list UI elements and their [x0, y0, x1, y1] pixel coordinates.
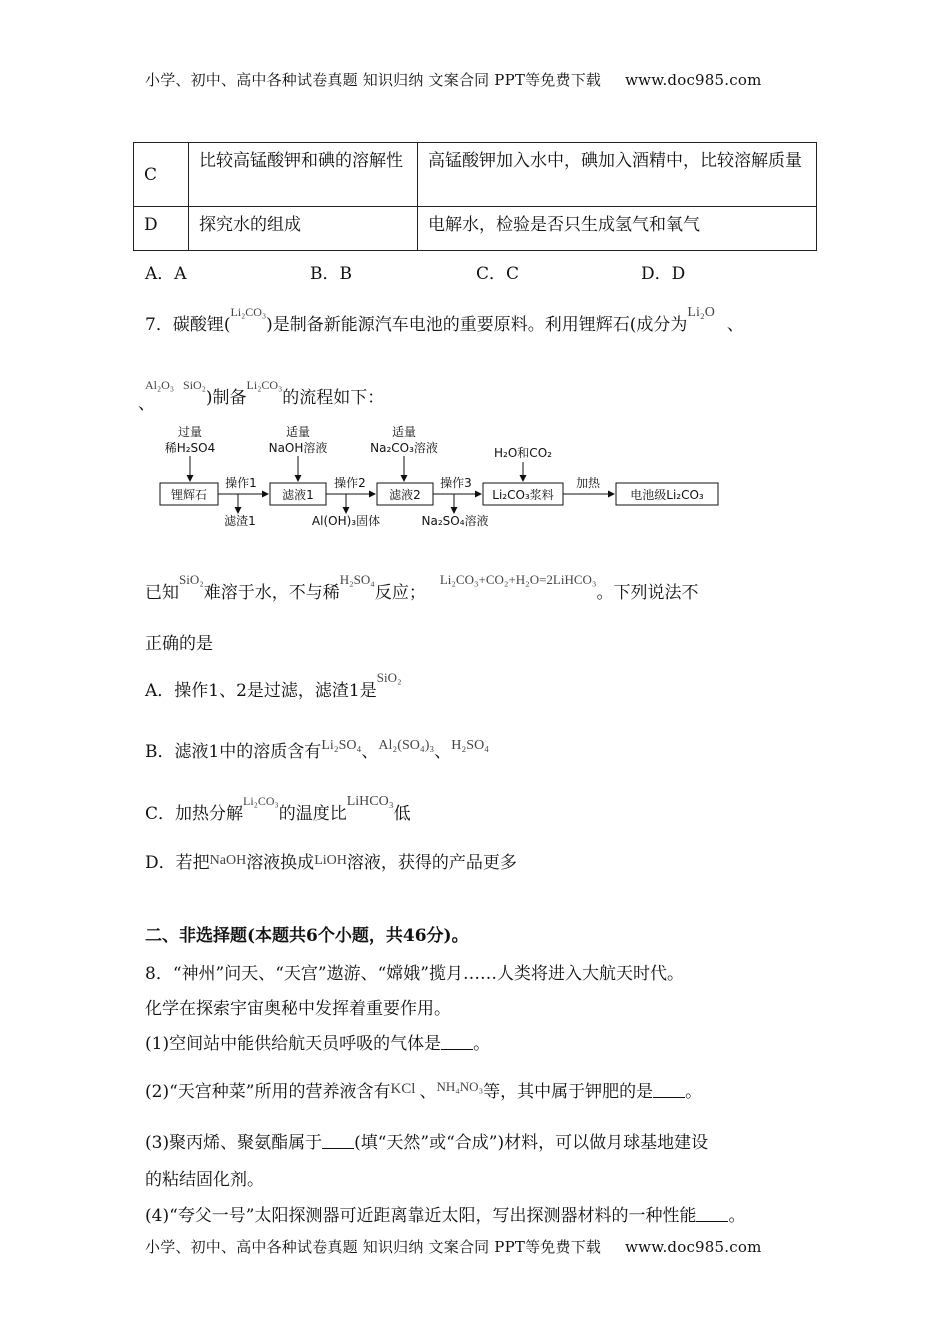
option-text: 的温度比 [278, 804, 347, 824]
q7-stem-line2 [138, 378, 385, 414]
op2-label: 操作2 [334, 476, 366, 490]
process-flowchart [150, 420, 730, 530]
q6-option-a[interactable]: A．A [145, 264, 187, 284]
q8-text: 、 [419, 1082, 437, 1102]
table-row [134, 207, 817, 251]
experiment-table [133, 142, 817, 251]
formula-li2co3: Li₂CO₃ [230, 305, 267, 319]
answer-blank[interactable] [653, 1083, 685, 1098]
footer-text: 小学、初中、高中各种试卷真题 知识归纳 文案合同 PPT等免费下载 [145, 1238, 602, 1256]
q6-option-d[interactable]: D．D [641, 264, 686, 284]
row-key: D [134, 207, 189, 251]
output1-label: 滤渣1 [224, 514, 256, 528]
formula-nh4no3: NH₄NO₃ [436, 1079, 484, 1094]
formula-li2so4: Li₂SO₄ [321, 738, 362, 753]
q7-text: )是制备新能源汽车电池的重要原料。利用锂辉石(成分为 [266, 315, 688, 335]
q8-part3-cont: 的粘结固化剂。 [145, 1170, 264, 1190]
header-text: 小学、初中、高中各种试卷真题 知识归纳 文案合同 PPT等免费下载 [145, 71, 602, 89]
q8-text: (2)“天宫种菜”所用的营养液含有 [145, 1082, 391, 1102]
op1-label: 操作1 [225, 476, 257, 490]
formula-equation: Li₂CO₃+CO₂+H₂O=2LiHCO₃ [439, 572, 597, 587]
q7-option-a[interactable] [145, 670, 402, 701]
formula-sio2: SiO₂ [376, 670, 402, 685]
q7-text: 、 [726, 315, 744, 335]
q7-option-b[interactable] [145, 737, 489, 762]
op3-label: 操作3 [440, 476, 472, 490]
box-filtrate2-label: 滤液2 [389, 488, 421, 502]
q8-part4 [145, 1201, 745, 1226]
formula-li2co3: Li₂CO₃ [246, 378, 283, 392]
option-text: 低 [393, 804, 411, 824]
box-filtrate1-label: 滤液1 [282, 488, 314, 502]
q7-text: 已知 [145, 583, 179, 603]
q6-option-b[interactable]: B．B [310, 264, 352, 284]
row-method: 高锰酸钾加入水中，碘加入酒精中，比较溶解质量 [418, 143, 817, 207]
q7-text: 反应； [374, 583, 426, 603]
q8-text: (填“天然”或“合成”)材料，可以做月球基地建设 [354, 1133, 709, 1153]
box-product-label: 电池级Li₂CO₃ [630, 488, 704, 502]
output2-label: Al(OH)₃固体 [311, 514, 381, 528]
formula-naoh: NaOH [209, 853, 247, 868]
q7-known-line [145, 572, 699, 603]
reagent1-label-b: 稀H₂SO4 [164, 441, 216, 455]
footer-url[interactable]: www.doc985.com [625, 1238, 762, 1256]
answer-blank[interactable] [696, 1207, 728, 1222]
option-text: A．操作1、2是过滤，滤渣1是 [145, 681, 377, 701]
q7-known-line2: 正确的是 [145, 634, 213, 654]
row-method: 电解水，检验是否只生成氢气和氧气 [418, 207, 817, 251]
output3-label: Na₂SO₄溶液 [421, 514, 489, 528]
formula-al2o3: Al₂O₃ [145, 378, 175, 392]
heat-label: 加热 [575, 476, 601, 490]
formula-kcl: KCl [390, 1081, 416, 1097]
q7-text: 难溶于水，不与稀 [203, 583, 340, 603]
formula-li2o: Li₂O [687, 305, 715, 320]
q7-text: 、 [138, 394, 156, 414]
page-footer [145, 1236, 762, 1257]
row-key: C [134, 143, 189, 207]
q7-text: 的流程如下： [282, 388, 385, 408]
formula-al2so43: Al₂(SO₄)₃ [378, 738, 435, 753]
q8-text: 。 [728, 1206, 746, 1226]
formula-li2co3: Li₂CO₃ [243, 794, 279, 808]
q7-text: 7．碳酸锂( [145, 315, 231, 335]
answer-blank[interactable] [441, 1035, 473, 1050]
formula-h2so4: H₂SO₄ [339, 572, 375, 587]
option-text: 溶液换成 [246, 853, 315, 873]
q8-text: (3)聚丙烯、聚氨酯属于 [145, 1133, 323, 1153]
reagent3-label-a: 适量 [391, 425, 417, 439]
header-url[interactable]: www.doc985.com [625, 71, 762, 89]
box-slurry-label: Li₂CO₃浆料 [492, 488, 554, 502]
box-spodumene-label: 锂辉石 [170, 488, 208, 502]
table-row [134, 143, 817, 207]
q8-text: 。 [473, 1034, 491, 1054]
q8-stem-line1: 8．“神州”问天、“天宫”遨游、“嫦娥”揽月……人类将进入大航天时代。 [145, 964, 684, 984]
row-purpose: 探究水的组成 [189, 207, 418, 251]
formula-h2so4: H₂SO₄ [451, 738, 490, 753]
formula-sio2: SiO₂ [179, 572, 204, 587]
q7-text: )制备 [205, 388, 247, 408]
formula-sio2: SiO₂ [183, 378, 206, 392]
section-title: 二、非选择题(本题共6个小题，共46分)。 [145, 926, 469, 946]
option-text: B．滤液1中的溶质含有 [145, 742, 322, 762]
option-text: 溶液，获得的产品更多 [346, 853, 517, 873]
reagent2-label-b: NaOH溶液 [268, 441, 328, 455]
q7-text: 。下列说法不 [596, 583, 699, 603]
q8-text: (1)空间站中能供给航天员呼吸的气体是 [145, 1034, 442, 1054]
option-text: 、 [434, 742, 452, 762]
page-header [145, 69, 762, 90]
q7-option-d[interactable] [145, 848, 517, 873]
option-text: 、 [361, 742, 379, 762]
q8-part3 [145, 1128, 708, 1153]
q7-option-c[interactable] [145, 794, 411, 824]
reagent4-label: H₂O和CO₂ [494, 446, 552, 460]
formula-lioh: LiOH [314, 853, 347, 868]
q8-part2 [145, 1077, 702, 1102]
q8-text: 等，其中属于钾肥的是 [483, 1082, 654, 1102]
q6-option-c[interactable]: C．C [476, 264, 520, 284]
q8-text: (4)“夸父一号”太阳探测器可近距离靠近太阳，写出探测器材料的一种性能 [145, 1206, 697, 1226]
q8-part1 [145, 1029, 490, 1054]
answer-blank[interactable] [322, 1134, 354, 1149]
reagent2-label-a: 适量 [285, 425, 311, 439]
formula-lihco3: LiHCO₃ [346, 794, 394, 809]
reagent1-label-a: 过量 [177, 425, 203, 439]
row-purpose: 比较高锰酸钾和碘的溶解性 [189, 143, 418, 207]
q8-text: 。 [685, 1082, 703, 1102]
reagent3-label-b: Na₂CO₃溶液 [370, 441, 438, 455]
option-text: C．加热分解 [145, 804, 244, 824]
q7-stem-line1 [145, 305, 744, 335]
option-text: D．若把 [145, 853, 210, 873]
q8-stem-line2: 化学在探索宇宙奥秘中发挥着重要作用。 [145, 999, 451, 1019]
